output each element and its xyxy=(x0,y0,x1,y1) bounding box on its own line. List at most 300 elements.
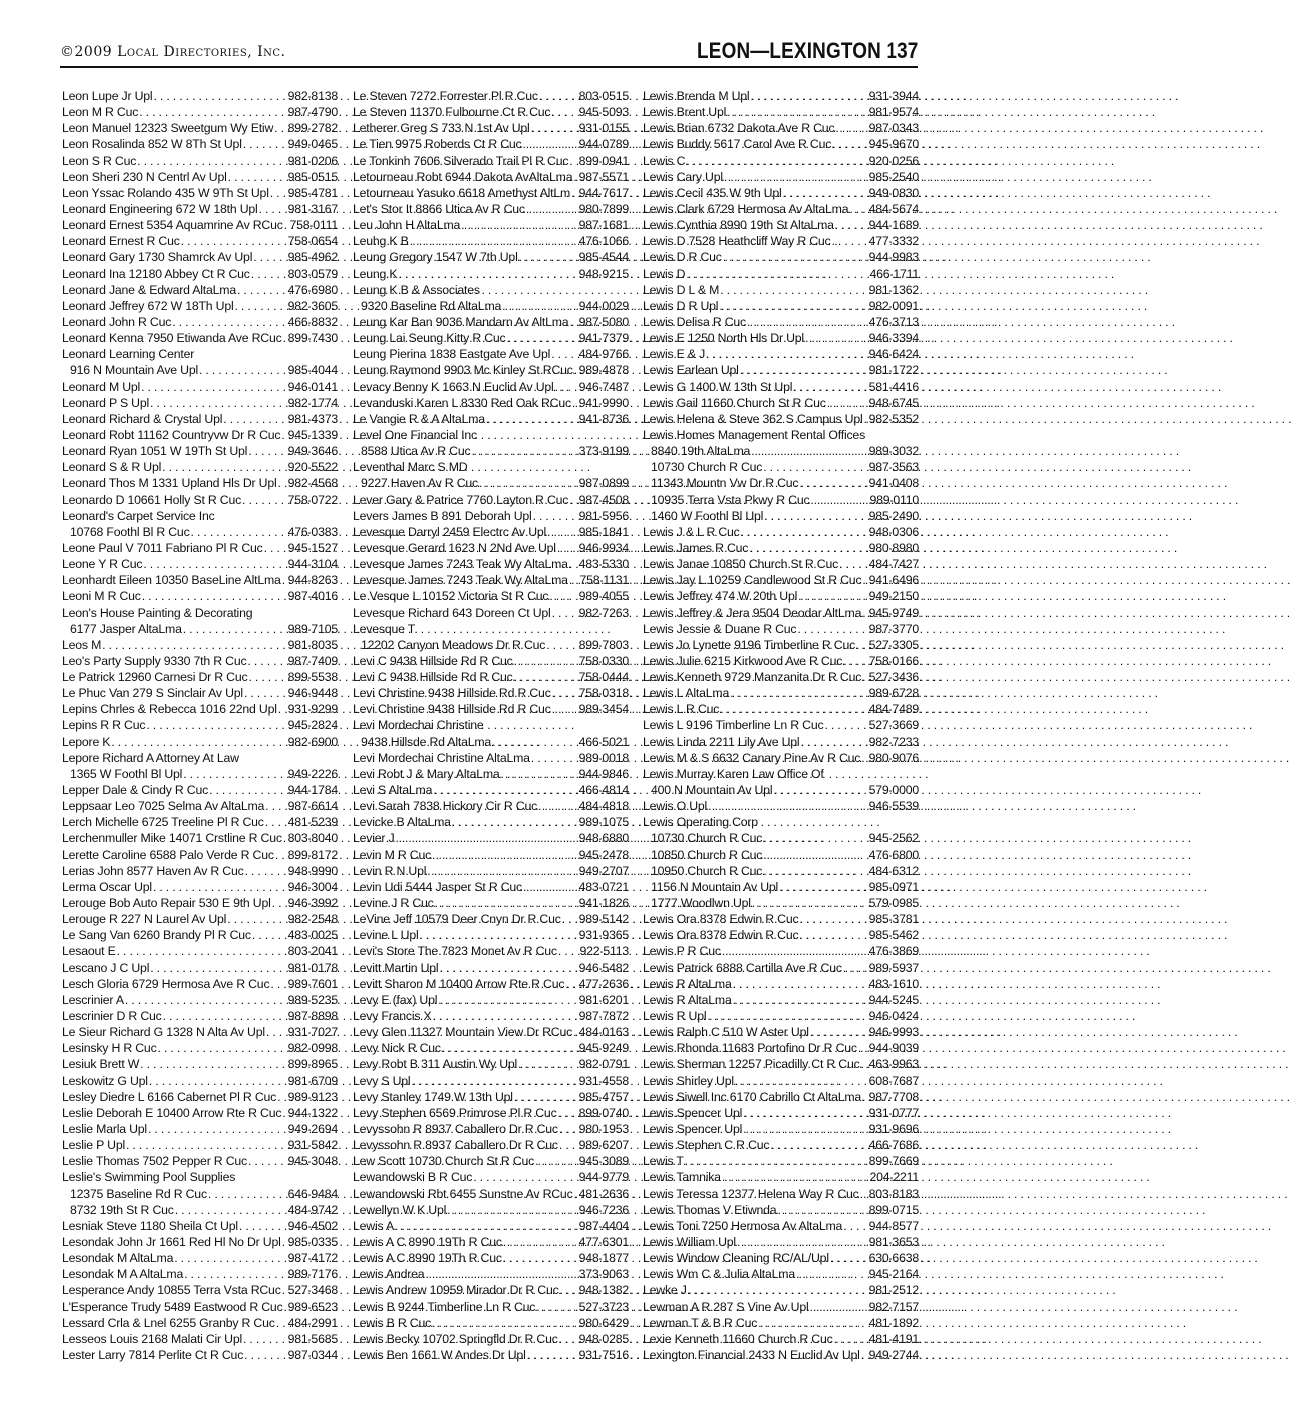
listing-name: Lesaout E xyxy=(62,944,116,959)
listing-entry xyxy=(353,685,629,701)
listing-entry xyxy=(62,475,338,491)
listing-name: Leppsaar Leo 7025 Selma Av AltaLma xyxy=(62,799,265,814)
listing-name: Leuhg K B xyxy=(353,234,409,249)
listing-name: Levin Udi 5444 Jasper St R Cuc xyxy=(353,879,522,894)
dot-leader xyxy=(798,588,868,604)
listing-entry xyxy=(62,895,338,911)
listing-name: Lewis Window Cleaning RC/AL/Upl xyxy=(643,1251,829,1266)
listing-name: Levy Stanley 1749 W 13th Upl xyxy=(353,1089,513,1104)
listing-column-1 xyxy=(62,88,338,1363)
listing-phone: 982-6900 xyxy=(287,734,338,749)
page-header xyxy=(60,28,918,64)
listing-entry xyxy=(643,621,919,637)
dot-leader xyxy=(724,169,868,185)
listing-phone: 948-9215 xyxy=(578,266,629,281)
listing-phone: 980-1953 xyxy=(578,1122,629,1136)
listing-phone: 527-3468 xyxy=(287,1283,338,1298)
listing-entry xyxy=(353,1024,629,1040)
dot-leader xyxy=(861,1056,868,1072)
listing-phone: 581-4416 xyxy=(868,379,919,394)
listing-name: Lewke J xyxy=(643,1283,687,1298)
dot-leader xyxy=(209,782,287,798)
listing-entry xyxy=(643,976,919,992)
listing-name: Leonard Jane & Edward AltaLma xyxy=(62,282,236,297)
listing-name: Lewman T & B R Cuc xyxy=(643,1315,758,1330)
listing-phone: 948-0285 xyxy=(578,1331,629,1346)
listing-phone: 987-5571 xyxy=(578,169,629,184)
dot-leader xyxy=(538,798,578,814)
listing-phone: 579-0985 xyxy=(868,896,919,911)
listing-name: 9438 Hillsde Rd AltaLma xyxy=(361,734,492,749)
listing-entry xyxy=(62,379,338,395)
listing-entry xyxy=(353,1186,629,1202)
listing-name: Lewis Buddy 5617 Carol Ave R Cuc xyxy=(643,137,832,152)
listing-entry xyxy=(62,830,338,846)
dot-leader xyxy=(856,637,868,653)
listing-entry xyxy=(62,960,338,976)
listing-entry xyxy=(643,475,919,491)
listing-name: Lewis Ora 8378 Edwin R Cuc xyxy=(643,928,799,943)
dot-leader xyxy=(276,1315,287,1331)
dot-leader xyxy=(274,120,286,136)
listing-entry xyxy=(62,1121,338,1137)
listing-name: 10730 Church R Cuc xyxy=(651,831,763,846)
dot-leader xyxy=(824,717,867,733)
listing-phone: 899-8965 xyxy=(287,1057,338,1072)
listing-name: Lerouge Bob Auto Repair 530 E 9th Upl xyxy=(62,896,271,911)
listing-phone: 899-2782 xyxy=(287,121,338,136)
listing-name: Leonhardt Eileen 10350 BaseLine AltLma xyxy=(62,573,281,588)
dot-leader xyxy=(560,1282,578,1298)
listing-name: Lewis Shirley Upl xyxy=(643,1073,734,1088)
dot-leader xyxy=(492,734,578,750)
listing-phone: 981-1722 xyxy=(868,363,919,378)
dot-leader xyxy=(272,895,287,911)
listing-name: Leung Lai Seung Kitty R Cuc xyxy=(353,331,506,346)
listing-phone: 987-4508 xyxy=(578,492,629,507)
listing-entry xyxy=(353,249,629,265)
listing-entry xyxy=(353,201,629,217)
listing-name: Lewis Cecil 435 W 9th Upl xyxy=(643,185,782,200)
dot-leader xyxy=(686,266,868,282)
listing-name: Leo's Party Supply 9330 7th R Cuc xyxy=(62,653,247,668)
listing-entry xyxy=(353,1121,629,1137)
listing-phone: 985-2490 xyxy=(868,508,919,523)
listing-phone: 579-0000 xyxy=(868,783,919,798)
listing-name: Lewis Cynthia 8990 19th St AltaLma xyxy=(643,218,834,233)
listing-phone: 985-0515 xyxy=(287,169,338,184)
dot-leader xyxy=(569,556,578,572)
listing-entry xyxy=(62,1186,338,1202)
listing-entry xyxy=(643,943,919,959)
listing-name: 10730 Church R Cuc xyxy=(651,460,763,475)
listing-name: Leung Gregory 1547 W 7th Upl xyxy=(353,250,518,265)
listing-name: Lewis B R Cuc xyxy=(353,1315,432,1330)
listing-entry xyxy=(353,136,629,152)
dot-leader xyxy=(763,847,867,863)
listing-entry xyxy=(353,927,629,943)
listing-entry xyxy=(62,1089,338,1105)
listing-phone: 989-7105 xyxy=(287,621,338,636)
listing-entry xyxy=(643,524,919,540)
listing-phone: 987-3563 xyxy=(868,460,919,475)
listing-phone: 989-4878 xyxy=(578,363,629,378)
listing-phone: 980-9076 xyxy=(868,750,919,765)
listing-entry xyxy=(62,540,338,556)
dot-leader xyxy=(514,669,578,685)
listing-name: Lesch Gloria 6729 Hermosa Ave R Cuc xyxy=(62,976,270,991)
listing-name: Leventhal Marc S MD xyxy=(353,460,468,475)
listing-entry xyxy=(62,1266,338,1282)
dot-leader xyxy=(228,169,287,185)
listing-phone: 931-0777 xyxy=(868,1105,919,1120)
listing-entry xyxy=(643,911,919,927)
listing-name: Lesseos Louis 2168 Malati Cir Upl xyxy=(62,1331,242,1346)
listing-entry xyxy=(62,621,338,637)
listing-phone: 941-9990 xyxy=(578,395,629,410)
listing-phone: 483-5330 xyxy=(578,557,629,572)
listing-phone: 985-4962 xyxy=(287,250,338,265)
listing-entry xyxy=(353,992,629,1008)
listing-name: Lester Larry 7814 Perlite Ct R Cuc xyxy=(62,1347,244,1362)
listing-phone: 945-9749 xyxy=(868,605,919,620)
listing-name: Lewis Stephen C R Cuc xyxy=(643,1138,770,1153)
dot-leader xyxy=(270,185,287,201)
header-rule xyxy=(60,66,918,68)
dot-leader xyxy=(688,1282,868,1298)
dot-leader xyxy=(799,927,867,943)
dot-leader xyxy=(830,1250,868,1266)
listing-name: 8840 19th AltaLma xyxy=(651,444,751,459)
listing-heading xyxy=(62,750,338,766)
listing-name: 1365 W Foothl Bl Upl xyxy=(70,766,183,781)
dot-leader xyxy=(283,830,287,846)
listing-entry xyxy=(353,863,629,879)
listing-phone: 989-6728 xyxy=(868,686,919,701)
listing-name: Leon Rosalinda 852 W 8Th St Upl xyxy=(62,137,242,152)
listing-phone: 945-1339 xyxy=(287,427,338,442)
listing-entry xyxy=(643,1331,919,1347)
listing-phone: 527-3723 xyxy=(578,1299,629,1314)
listing-phone: 949-0465 xyxy=(287,137,338,152)
listing-phone: 476-3713 xyxy=(868,314,919,329)
listing-entry xyxy=(62,766,338,782)
listing-entry xyxy=(643,669,919,685)
dot-leader xyxy=(395,830,577,846)
listing-entry xyxy=(62,847,338,863)
listing-entry xyxy=(353,766,629,782)
dot-leader xyxy=(862,572,867,588)
listing-name: Levacy Benny K 1663 N Euclid Av Upl xyxy=(353,379,554,394)
listing-name: Leonard P S Upl xyxy=(62,395,150,410)
dot-leader xyxy=(149,1073,287,1089)
listing-name: Leung K B & Associates xyxy=(353,282,480,297)
listing-phone: 527-3436 xyxy=(868,670,919,685)
listing-name: Leonard Kenna 7950 Etiwanda Ave RCuc xyxy=(62,331,282,346)
listing-entry xyxy=(62,1218,338,1234)
listing-entry xyxy=(353,233,629,249)
listing-name: Lewis Helena & Steve 362 S Campus Upl xyxy=(643,411,863,426)
listing-phone: 931-7516 xyxy=(578,1347,629,1362)
listing-entry xyxy=(643,782,919,798)
dot-leader xyxy=(125,992,287,1008)
listing-name: Lewis Linda 2211 Lily Ave Upl xyxy=(643,734,800,749)
listing-entry xyxy=(353,298,629,314)
listing-name: Leslie's Swimming Pool Supplies xyxy=(62,1170,236,1185)
listing-entry xyxy=(643,992,919,1008)
listing-phone: 989-0110 xyxy=(869,492,919,507)
listing-name: Lewis Gail 11660 Church St R Cuc xyxy=(643,395,826,410)
dot-leader xyxy=(259,201,287,217)
listing-name: Lewis P R Cuc xyxy=(643,944,721,959)
listing-name: 9320 Baseline Rd AltaLma xyxy=(361,298,502,313)
listing-entry xyxy=(353,750,629,766)
listing-name: Levitt Sharon M 10400 Arrow Rte R Cuc xyxy=(353,976,565,991)
listing-entry xyxy=(62,701,338,717)
listing-name: Levy Nick R Cuc xyxy=(353,1041,441,1056)
listing-name: Levi Christine 9438 Hillside Rd R Cuc xyxy=(353,702,551,717)
listing-name: Let's Stor It 8866 Utica Av R Cuc xyxy=(353,201,525,216)
listing-phone: 931-0155 xyxy=(578,121,629,136)
dot-leader xyxy=(153,879,287,895)
listing-phone: 982-3605 xyxy=(287,298,338,313)
dot-leader xyxy=(398,266,577,282)
dot-leader xyxy=(558,943,579,959)
listing-name: Lever Gary & Patrice 7760 Layton R Cuc xyxy=(353,492,569,507)
listing-name: Leoni M R Cuc xyxy=(62,589,141,604)
listing-phone: 946-3394 xyxy=(868,331,919,346)
listing-phone: 931-4558 xyxy=(578,1073,629,1088)
listing-entry xyxy=(62,911,338,927)
listing-entry xyxy=(62,1282,338,1298)
dot-leader xyxy=(722,943,868,959)
listing-phone: 477-2636 xyxy=(578,976,629,991)
listing-entry xyxy=(62,298,338,314)
listing-phone: 944-8263 xyxy=(287,573,338,588)
listing-entry xyxy=(62,1056,338,1072)
listing-heading xyxy=(62,508,338,524)
listing-name: Leonard Engineering 672 W 18th Upl xyxy=(62,201,258,216)
listing-name: Leonard Learning Center xyxy=(62,347,195,362)
listing-phone: 920-5522 xyxy=(287,460,338,475)
listing-name: Lewis L 9196 Timberline Ln R Cuc xyxy=(643,718,824,733)
listing-phone: 985-0971 xyxy=(868,879,919,894)
listing-name: Lerouge R 227 N Laurel Av Upl xyxy=(62,912,227,927)
listing-name: Lesniak Steve 1180 Sheila Ct Upl xyxy=(62,1218,238,1233)
listing-phone: 981-5956 xyxy=(578,508,629,523)
dot-leader xyxy=(832,136,867,152)
dot-leader xyxy=(425,1266,577,1282)
listing-phone: 982-7263 xyxy=(578,605,629,620)
listing-phone: 989-4055 xyxy=(578,589,629,604)
dot-leader xyxy=(559,1121,578,1137)
listing-name: Levesque Richard 643 Doreen Ct Upl xyxy=(353,605,551,620)
listing-phone: 987-7409 xyxy=(287,653,338,668)
listing-entry xyxy=(62,459,338,475)
listing-name: Leonard M Upl xyxy=(62,379,141,394)
listing-entry xyxy=(643,1186,919,1202)
listing-phone: 949-2744 xyxy=(868,1347,919,1362)
listing-name: Leonard Robt 11162 Countryvw Dr R Cuc xyxy=(62,427,281,442)
listing-name: Lew Scott 10730 Church St R Cuc xyxy=(353,1154,535,1169)
dot-leader xyxy=(523,136,578,152)
listing-entry xyxy=(643,1169,919,1185)
dot-leader xyxy=(533,508,578,524)
listing-phone: 527-3669 xyxy=(868,718,919,733)
listing-phone: 945-2478 xyxy=(578,847,629,862)
listing-entry xyxy=(353,379,629,395)
listing-entry xyxy=(353,734,629,750)
dot-leader xyxy=(552,605,578,621)
listing-phone: 944-8577 xyxy=(868,1218,919,1233)
listing-name: Lewis Andrew 10959 Mirador Dr R Cuc xyxy=(353,1283,559,1298)
listing-phone: 945-5093 xyxy=(578,105,629,120)
listing-entry xyxy=(353,1250,629,1266)
listing-name: Le Steven 11370 Fulbourne Ct R Cuc xyxy=(353,105,551,120)
listing-phone: 803-0579 xyxy=(287,266,338,281)
listing-entry xyxy=(353,895,629,911)
dot-leader xyxy=(730,685,868,701)
listing-heading xyxy=(643,766,919,782)
listing-name: Lerette Caroline 6588 Palo Verde R Cuc xyxy=(62,847,274,862)
dot-leader xyxy=(752,895,868,911)
listing-entry xyxy=(353,605,629,621)
listing-entry xyxy=(643,879,919,895)
listing-name: Levi Christine 9438 Hillside Rd R Cuc xyxy=(353,686,551,701)
listing-entry xyxy=(353,701,629,717)
listing-name: Letherer Greg S 733 N 1st Av Upl xyxy=(353,121,530,136)
listing-name: Lewis D R Upl xyxy=(643,298,719,313)
listing-name: Lewis Andrea xyxy=(353,1267,425,1282)
dot-leader xyxy=(461,217,577,233)
dot-leader xyxy=(438,992,577,1008)
listing-name: Leon Sheri 230 N Centrl Av Upl xyxy=(62,169,227,184)
listing-phone: 803-8183 xyxy=(868,1186,919,1201)
listing-entry xyxy=(62,104,338,120)
dot-leader xyxy=(733,992,868,1008)
listing-phone: 981-2512 xyxy=(868,1283,919,1298)
dot-leader xyxy=(223,411,286,427)
dot-leader xyxy=(519,249,578,265)
dot-leader xyxy=(549,588,577,604)
dot-leader xyxy=(706,346,868,362)
dot-leader xyxy=(502,298,577,314)
listing-entry xyxy=(643,314,919,330)
dot-leader xyxy=(708,798,868,814)
dot-leader xyxy=(805,330,868,346)
listing-name: Lewis C xyxy=(643,153,686,168)
listing-entry xyxy=(643,169,919,185)
dot-leader xyxy=(552,685,578,701)
listing-name: Leu John H AltaLma xyxy=(353,218,461,233)
listing-phone: 989-5235 xyxy=(287,992,338,1007)
listing-entry xyxy=(62,782,338,798)
listing-phone: 945-2824 xyxy=(287,718,338,733)
listing-name: Lewis D R Cuc xyxy=(643,250,722,265)
listing-phone: 476-1066 xyxy=(578,234,629,249)
listing-name: Leung Raymond 9903 Mc Kinley St RCuc xyxy=(353,363,573,378)
dot-leader xyxy=(741,524,868,540)
dot-leader xyxy=(531,750,578,766)
listing-entry xyxy=(62,685,338,701)
dot-leader xyxy=(141,379,287,395)
listing-phone: 985-4781 xyxy=(287,185,338,200)
dot-leader xyxy=(810,1024,868,1040)
listing-entry xyxy=(62,136,338,152)
listing-entry xyxy=(643,298,919,314)
listing-phone: 484-5674 xyxy=(868,201,919,216)
listing-entry xyxy=(643,734,919,750)
listing-phone: 949-0830 xyxy=(868,185,919,200)
listing-entry xyxy=(62,120,338,136)
dot-leader xyxy=(763,830,867,846)
listing-phone: 758-0111 xyxy=(289,218,338,233)
dot-leader xyxy=(685,1153,868,1169)
listing-name: Lepore Richard A Attorney At Law xyxy=(62,750,239,765)
dot-leader xyxy=(243,1331,287,1347)
dot-leader xyxy=(733,976,868,992)
listing-name: Levin R N Upl xyxy=(353,863,427,878)
listing-phone: 945-3089 xyxy=(578,1154,629,1169)
dot-leader xyxy=(720,282,867,298)
dot-leader xyxy=(574,1186,578,1202)
listing-phone: 941-1826 xyxy=(578,896,629,911)
dot-leader xyxy=(199,362,287,378)
dot-leader xyxy=(727,104,868,120)
listing-phone: 987-0343 xyxy=(868,121,919,136)
listing-entry xyxy=(643,104,919,120)
listing-name: Lesinsky H R Cuc xyxy=(62,1041,157,1056)
dot-leader xyxy=(849,201,867,217)
listing-name: Lewis Earlean Upl xyxy=(643,363,739,378)
listing-name: 11343 Mountn Vw Dr R Cuc xyxy=(651,476,799,491)
dot-leader xyxy=(707,1008,867,1024)
listing-phone: 982-2548 xyxy=(287,912,338,927)
listing-entry xyxy=(62,669,338,685)
dot-leader xyxy=(839,556,868,572)
listing-entry xyxy=(643,588,919,604)
listing-phone: 941-7379 xyxy=(578,331,629,346)
listing-entry xyxy=(62,201,338,217)
dot-leader xyxy=(750,88,867,104)
listing-name: LeVine Jeff 10579 Deer Cnyn Dr R Cuc xyxy=(353,912,561,927)
dot-leader xyxy=(862,669,867,685)
dot-leader xyxy=(142,588,287,604)
listing-phone: 989-1075 xyxy=(578,815,629,830)
listing-entry xyxy=(353,847,629,863)
listing-entry xyxy=(353,104,629,120)
dot-leader xyxy=(184,1266,287,1282)
listing-name: Leonard Ina 12180 Abbey Ct R Cuc xyxy=(62,266,250,281)
listing-name: Levin M R Cuc xyxy=(353,847,432,862)
dot-leader xyxy=(479,475,578,491)
dot-leader xyxy=(395,1218,578,1234)
listing-heading xyxy=(353,427,629,443)
listing-entry xyxy=(643,201,919,217)
listing-name: Lewis Toni 7250 Hermosa Av AltaLma xyxy=(643,1218,843,1233)
listing-name: Lewis R Upl xyxy=(643,1009,707,1024)
dot-leader xyxy=(743,1121,868,1137)
listing-entry xyxy=(62,879,338,895)
listing-entry xyxy=(353,1089,629,1105)
listing-entry xyxy=(643,1315,919,1331)
dot-leader xyxy=(237,282,287,298)
dot-leader xyxy=(264,540,287,556)
dot-leader xyxy=(799,475,867,491)
listing-entry xyxy=(643,750,919,766)
listing-entry xyxy=(353,1282,629,1298)
listing-entry xyxy=(353,169,629,185)
